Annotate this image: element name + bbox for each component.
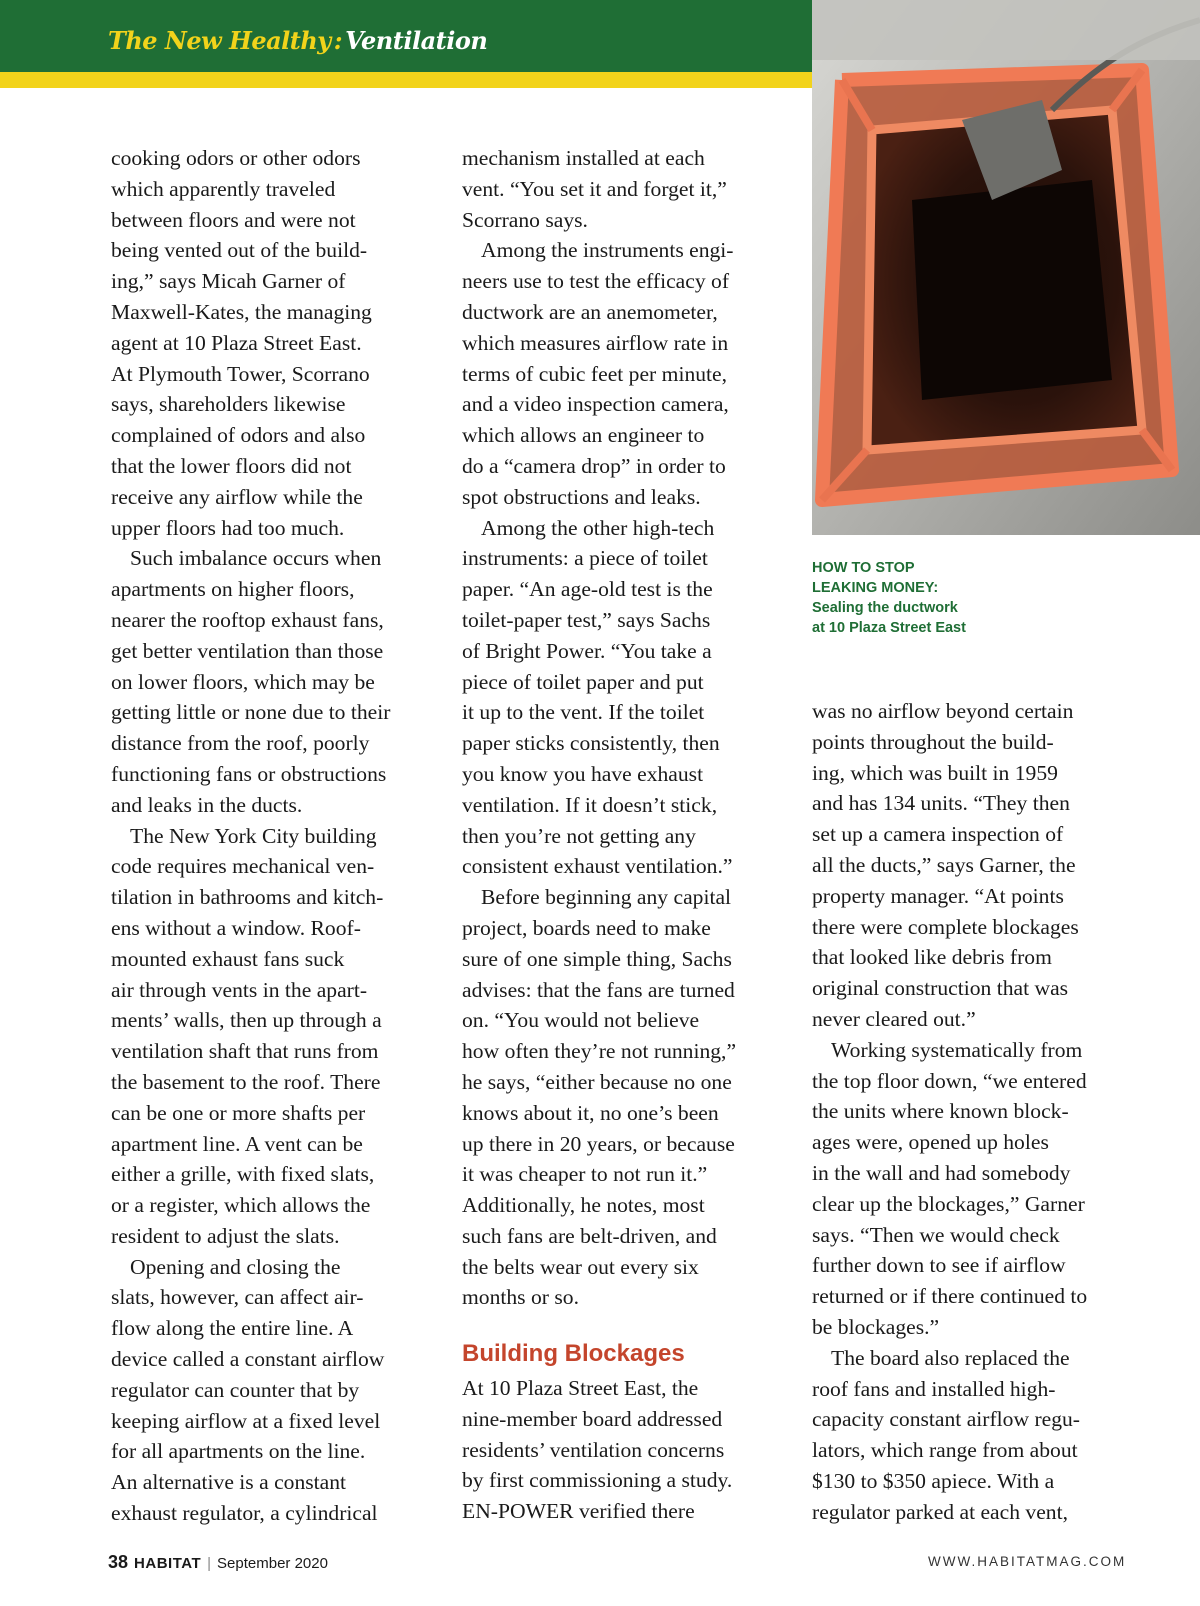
text-line: ventilation shaft that runs from <box>111 1039 379 1064</box>
text-line: consistent exhaust ventilation.” <box>462 854 733 879</box>
footer-divider: | <box>207 1555 212 1572</box>
text-line: knows about it, no one’s been <box>462 1100 719 1125</box>
text-line: mechanism installed at each <box>462 146 705 170</box>
text-line: The New York City building <box>130 823 377 848</box>
text-line: then you’re not getting any <box>462 823 696 848</box>
text-line: Maxwell-Kates, the managing <box>111 299 372 324</box>
text-line: air through vents in the apart- <box>111 977 368 1002</box>
text-line: device called a constant airflow <box>111 1347 385 1372</box>
article-column-2-continued <box>462 1373 782 1527</box>
text-line: Among the instruments engi- <box>481 238 734 263</box>
text-line: being vented out of the build- <box>111 238 368 263</box>
text-line: neers use to test the efficacy of <box>462 269 730 294</box>
text-line: regulator parked at each vent, <box>812 1499 1068 1524</box>
text-line: agent at 10 Plaza Street East. <box>111 330 362 355</box>
text-line: Before beginning any capital <box>481 885 732 910</box>
text-line: on lower floors, which may be <box>111 669 375 694</box>
text-line: the basement to the roof. There <box>111 1069 381 1094</box>
text-line: how often they’re not running,” <box>462 1039 737 1064</box>
text-line: returned or if there continued to <box>812 1284 1088 1309</box>
page-number: 38 <box>108 1552 129 1572</box>
text-line: further down to see if airflow <box>812 1253 1066 1278</box>
text-line: do a “camera drop” in order to <box>462 453 726 478</box>
text-line: paper. “An age-old test is the <box>462 577 713 602</box>
text-line: points throughout the build- <box>812 729 1054 754</box>
article-column-3 <box>812 696 1132 1528</box>
section-series: The New Healthy <box>108 26 331 55</box>
text-line: it was cheaper to not run it.” <box>462 1162 708 1187</box>
text-line: project, boards need to make <box>462 915 711 940</box>
ductwork-photo-icon <box>812 0 1200 535</box>
section-subhead: Building Blockages <box>462 1340 685 1367</box>
text-line: exhaust regulator, a cylindrical <box>111 1501 378 1526</box>
text-line: residents’ ventilation concerns <box>462 1437 725 1462</box>
caption-head-line: LEAKING MONEY: <box>812 580 939 596</box>
header-stripe <box>0 72 812 88</box>
article-column-1 <box>111 143 431 1529</box>
text-line: $130 to $350 apiece. With a <box>812 1468 1055 1493</box>
text-line: which apparently traveled <box>111 176 336 201</box>
text-line: flow along the entire line. A <box>111 1316 354 1341</box>
text-line: on. “You would not believe <box>462 1008 700 1033</box>
text-line: and has 134 units. “They then <box>812 791 1070 816</box>
section-title <box>108 26 487 55</box>
text-line: At Plymouth Tower, Scorrano <box>111 361 370 386</box>
text-line: vent. “You set it and forget it,” <box>462 176 727 201</box>
text-line: set up a camera inspection of <box>812 822 1064 847</box>
text-line: clear up the blockages,” Garner <box>812 1191 1085 1216</box>
text-line: says, shareholders likewise <box>111 392 346 417</box>
text-line: which measures airflow rate in <box>462 330 729 355</box>
text-line: which allows an engineer to <box>462 423 705 448</box>
text-line: mounted exhaust fans suck <box>111 946 345 971</box>
text-line: Among the other high-tech <box>481 515 715 540</box>
section-topic: Ventilation <box>345 26 488 55</box>
text-line: Scorrano says. <box>462 207 588 232</box>
text-line: cooking odors or other odors <box>111 146 361 170</box>
text-line: in the wall and had somebody <box>812 1160 1071 1185</box>
text-line: ments’ walls, then up through a <box>111 1008 382 1033</box>
photo-caption <box>812 558 1012 638</box>
text-line: The board also replaced the <box>831 1345 1070 1370</box>
text-line: toilet-paper test,” says Sachs <box>462 607 711 632</box>
text-line: apartments on higher floors, <box>111 577 355 602</box>
text-line: and leaks in the ducts. <box>111 792 303 817</box>
ductwork-photo <box>812 0 1200 535</box>
text-line: that looked like debris from <box>812 945 1052 970</box>
text-line: the units where known block- <box>812 1099 1069 1124</box>
text-line: property manager. “At points <box>812 883 1064 908</box>
text-line: receive any airflow while the <box>111 484 363 509</box>
page-footer <box>108 1552 328 1573</box>
text-line: was no airflow beyond certain <box>812 699 1074 723</box>
text-line: At 10 Plaza Street East, the <box>462 1376 699 1400</box>
text-line: all the ducts,” says Garner, the <box>812 852 1076 877</box>
text-line: getting little or none due to their <box>111 700 391 725</box>
text-line: paper sticks consistently, then <box>462 731 720 756</box>
text-line: between floors and were not <box>111 207 356 232</box>
text-line: instruments: a piece of toilet <box>462 546 708 571</box>
text-line: ing, which was built in 1959 <box>812 760 1058 785</box>
text-line: be blockages.” <box>812 1314 940 1339</box>
text-line: such fans are belt-driven, and <box>462 1223 717 1248</box>
text-line: Additionally, he notes, most <box>462 1193 705 1218</box>
text-line: months or so. <box>462 1285 579 1310</box>
text-line: upper floors had too much. <box>111 515 345 540</box>
text-line: he says, “either because no one <box>462 1069 732 1094</box>
text-line: it up to the vent. If the toilet <box>462 700 705 725</box>
text-line: roof fans and installed high- <box>812 1376 1056 1401</box>
text-line: for all apartments on the line. <box>111 1439 366 1464</box>
text-line: apartment line. A vent can be <box>111 1131 363 1156</box>
text-line: and a video inspection camera, <box>462 392 729 417</box>
text-line: EN-POWER verified there <box>462 1499 695 1524</box>
text-line: keeping airflow at a fixed level <box>111 1408 381 1433</box>
article-column-2 <box>462 143 782 1313</box>
magazine-name: HABITAT <box>134 1555 202 1572</box>
text-line: Working systematically from <box>831 1037 1083 1062</box>
text-line: there were complete blockages <box>812 914 1079 939</box>
caption-text-line: Sealing the ductwork <box>812 600 958 616</box>
text-line: piece of toilet paper and put <box>462 669 704 694</box>
text-line: you know you have exhaust <box>462 761 704 786</box>
text-line: the belts wear out every six <box>462 1254 699 1279</box>
text-line: says. “Then we would check <box>812 1222 1060 1247</box>
text-line: advises: that the fans are turned <box>462 977 735 1002</box>
text-line: of Bright Power. “You take a <box>462 638 712 663</box>
text-line: terms of cubic feet per minute, <box>462 361 728 386</box>
text-line: sure of one simple thing, Sachs <box>462 946 732 971</box>
text-line: that the lower floors did not <box>111 453 352 478</box>
text-line: slats, however, can affect air- <box>111 1285 364 1310</box>
text-line: get better ventilation than those <box>111 638 384 663</box>
text-line: can be one or more shafts per <box>111 1100 366 1125</box>
website-url: WWW.HABITATMAG.COM <box>928 1554 1127 1569</box>
section-separator: : <box>333 26 343 55</box>
text-line: ing,” says Micah Garner of <box>111 269 346 294</box>
text-line: original construction that was <box>812 976 1069 1001</box>
text-line: either a grille, with fixed slats, <box>111 1162 375 1187</box>
caption-head-line: HOW TO STOP <box>812 560 915 576</box>
text-line: regulator can counter that by <box>111 1377 360 1402</box>
text-line: code requires mechanical ven- <box>111 854 375 879</box>
text-line: complained of odors and also <box>111 423 366 448</box>
text-line: the top floor down, “we entered <box>812 1068 1087 1093</box>
issue-date: September 2020 <box>217 1555 328 1572</box>
text-line: ens without a window. Roof- <box>111 915 361 940</box>
text-line: nine-member board addressed <box>462 1406 723 1431</box>
text-line: Opening and closing the <box>130 1254 341 1279</box>
text-line: spot obstructions and leaks. <box>462 484 701 509</box>
text-line: An alternative is a constant <box>111 1470 347 1495</box>
text-line: functioning fans or obstructions <box>111 761 387 786</box>
text-line: capacity constant airflow regu- <box>812 1407 1081 1432</box>
text-line: or a register, which allows the <box>111 1193 371 1218</box>
text-line: up there in 20 years, or because <box>462 1131 735 1156</box>
text-line: never cleared out.” <box>812 1006 976 1031</box>
text-line: resident to adjust the slats. <box>111 1223 340 1248</box>
text-line: tilation in bathrooms and kitch- <box>111 885 384 910</box>
text-line: distance from the roof, poorly <box>111 731 370 756</box>
text-line: ductwork are an anemometer, <box>462 299 718 324</box>
text-line: Such imbalance occurs when <box>130 546 382 571</box>
text-line: ventilation. If it doesn’t stick, <box>462 792 718 817</box>
caption-text-line: at 10 Plaza Street East <box>812 620 966 636</box>
text-line: by first commissioning a study. <box>462 1468 733 1493</box>
text-line: nearer the rooftop exhaust fans, <box>111 607 384 632</box>
text-line: ages were, opened up holes <box>812 1130 1049 1155</box>
text-line: lators, which range from about <box>812 1438 1078 1463</box>
